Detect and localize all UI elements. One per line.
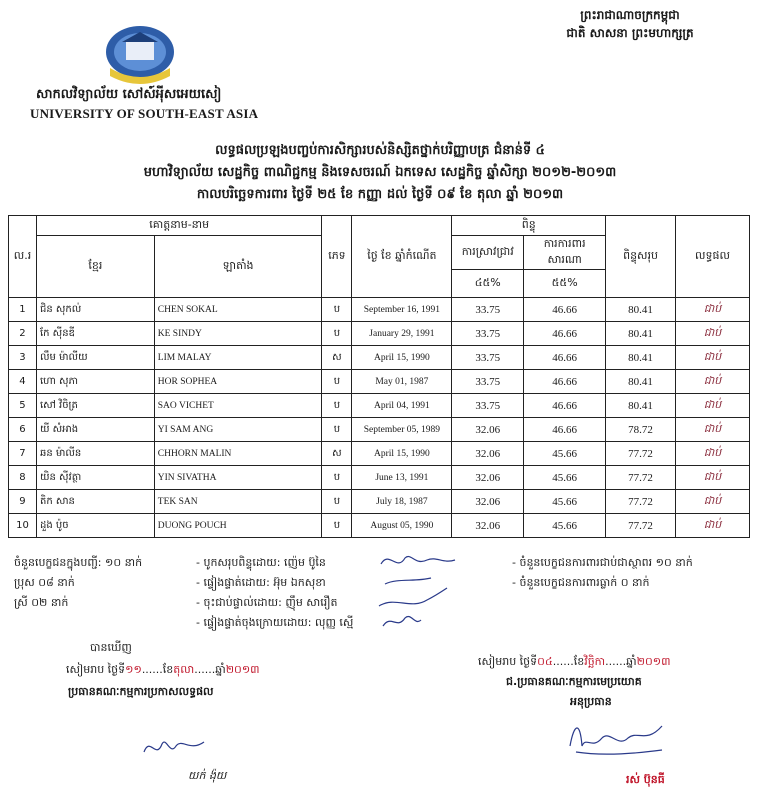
verified-row: - ផ្ទៀងផ្ទាត់ដោយ: អ៊ុម ឯកសុខា: [196, 576, 326, 589]
total-score: 77.72: [606, 490, 676, 514]
total-score: 80.41: [606, 394, 676, 418]
date-of-birth: July 18, 1987: [352, 490, 452, 514]
sex: ស: [322, 346, 352, 370]
header-defense: ការការពារសារណា: [524, 236, 606, 270]
khmer-name: យិន ស៊ីវត្ថា: [36, 466, 154, 490]
table-row: [9, 370, 750, 394]
right-year-label: ឆ្នាំ: [626, 655, 637, 668]
result: ជាប់: [676, 394, 750, 418]
right-date-day: ០៤: [537, 655, 553, 668]
table-row: [9, 298, 750, 322]
faculty-line: មហាវិទ្យាល័យ សេដ្ឋកិច្ច ពាណិជ្ជកម្ម និងទេសចរណ៍ ឯកទេស សេដ្ឋកិច្ច ឆ្នាំសិក្សា ២០១២-២០១៣: [143, 165, 617, 180]
approval-left-date: សៀមរាប ថ្ងៃទី១១......ខែតុលា......ឆ្នាំ២០១៣: [66, 663, 260, 676]
sex: ប: [322, 418, 352, 442]
date-of-birth: May 01, 1987: [352, 370, 452, 394]
total-score: 77.72: [606, 514, 676, 538]
total-score: 80.41: [606, 370, 676, 394]
left-date-prefix: សៀមរាប ថ្ងៃទី: [66, 663, 126, 676]
left-month-label: ខែ: [162, 663, 174, 676]
research-score: 33.75: [452, 346, 524, 370]
table-row: [9, 466, 750, 490]
date-of-birth: September 16, 1991: [352, 298, 452, 322]
female-count: ស្រី ០២ នាក់: [14, 596, 69, 609]
date-of-birth: April 15, 1990: [352, 346, 452, 370]
approval-right-date: សៀមរាប ថ្ងៃទី០៤......ខែវិច្ឆិកា......ឆ្នាំ២០១៣: [478, 655, 671, 668]
research-score: 33.75: [452, 298, 524, 322]
research-score: 33.75: [452, 370, 524, 394]
defense-score: 46.66: [524, 298, 606, 322]
latin-name: YI SAM ANG: [154, 418, 322, 442]
right-date-prefix: សៀមរាប ថ្ងៃទី: [478, 655, 538, 668]
verified-name: អ៊ុម ឯកសុខា: [273, 576, 326, 589]
latin-name: KE SINDY: [154, 322, 322, 346]
row-number: 5: [9, 394, 37, 418]
results-table: [8, 215, 750, 538]
score-entered-label: បូកសរុបពិន្ទុដោយ:: [203, 556, 281, 569]
summary-left: [14, 553, 142, 613]
defense-score: 45.66: [524, 490, 606, 514]
right-date-month: វិច្ឆិកា: [584, 655, 606, 668]
latin-name: LIM MALAY: [154, 346, 322, 370]
defense-period-line: កាលបរិច្ឆេទការពារ ថ្ងៃទី ២៥ ខែ កញ្ញា ដល់ ថ្ងៃទី ០៩ ខែ តុលា ឆ្នាំ ២០១៣: [196, 187, 564, 202]
approval-seen: បានឃើញ: [90, 641, 132, 654]
row-number: 4: [9, 370, 37, 394]
khmer-name: សៅ វិចិត្រ: [36, 394, 154, 418]
document-title: លទ្ធផលប្រឡងបញ្ចប់ការសិក្សារបស់និស្សិតថ្នាក់បរិញ្ញាបត្រ ជំនាន់ទី ៤: [215, 143, 545, 158]
row-number: 3: [9, 346, 37, 370]
typed-label: ចុះជាប់ផ្ទាល់ដោយ:: [203, 596, 282, 609]
defense-score: 46.66: [524, 370, 606, 394]
date-of-birth: April 15, 1990: [352, 442, 452, 466]
left-signature: [140, 730, 210, 764]
table-row: [9, 442, 750, 466]
final-check-row: - ផ្ទៀងផ្ទាត់ចុងក្រោយដោយ: លុញ្ញ ស្មើ: [196, 616, 354, 629]
row-number: 9: [9, 490, 37, 514]
row-number: 7: [9, 442, 37, 466]
row-number: 8: [9, 466, 37, 490]
results-body: [9, 298, 750, 538]
row-number: 6: [9, 418, 37, 442]
header-result: លទ្ធផល: [676, 216, 750, 298]
defense-score: 46.66: [524, 394, 606, 418]
row-number: 1: [9, 298, 37, 322]
total-score: 80.41: [606, 298, 676, 322]
header-no: ល.រ: [9, 216, 37, 298]
date-of-birth: August 05, 1990: [352, 514, 452, 538]
kingdom-heading: [540, 6, 720, 42]
header-score-group: ពិន្ទុ: [452, 216, 606, 236]
sex: ប: [322, 490, 352, 514]
header-total: ពិន្ទុសរុប: [606, 216, 676, 298]
latin-name: SAO VICHET: [154, 394, 322, 418]
result: ជាប់: [676, 370, 750, 394]
latin-name: TEK SAN: [154, 490, 322, 514]
passed-count-text: ចំនួនបេក្ខជនការពារជាប់ជាស្ថាពរ ១០ នាក់: [519, 556, 693, 569]
defense-score: 45.66: [524, 442, 606, 466]
research-score: 32.06: [452, 442, 524, 466]
latin-name: HOR SOPHEA: [154, 370, 322, 394]
latin-name: DUONG POUCH: [154, 514, 322, 538]
date-of-birth: September 05, 1989: [352, 418, 452, 442]
date-of-birth: January 29, 1991: [352, 322, 452, 346]
summary-right: [512, 553, 752, 593]
row-number: 10: [9, 514, 37, 538]
total-score: 80.41: [606, 346, 676, 370]
research-score: 32.06: [452, 418, 524, 442]
research-score: 32.06: [452, 490, 524, 514]
right-date-year: ២០១៣: [636, 655, 671, 668]
typed-name: ញ៉ឹម សារឿត: [285, 596, 338, 609]
research-score: 32.06: [452, 466, 524, 490]
table-row: [9, 490, 750, 514]
khmer-name: តិក សាន: [36, 490, 154, 514]
khmer-name: ជិន សុកល់: [36, 298, 154, 322]
total-score: 78.72: [606, 418, 676, 442]
header-latin-name: ឡាតាំង: [154, 236, 322, 298]
approval-right-position: ជ.ប្រធានគណៈកម្មការមេប្រយោគ: [506, 675, 642, 688]
khmer-name: ហោ សុភា: [36, 370, 154, 394]
verified-label: ផ្ទៀងផ្ទាត់ដោយ:: [203, 576, 270, 589]
right-signature: [562, 716, 672, 762]
result: ជាប់: [676, 490, 750, 514]
sex: ប: [322, 298, 352, 322]
score-entered-row: - បូកសរុបពិន្ទុដោយ: ញ៉េម ប៊ូនៃ: [196, 556, 326, 569]
header-name-group: គោត្តនាម-នាម: [36, 216, 321, 236]
result: ជាប់: [676, 346, 750, 370]
defense-score: 46.66: [524, 418, 606, 442]
latin-name: CHHORN MALIN: [154, 442, 322, 466]
table-row: [9, 418, 750, 442]
left-date-day: ១១: [125, 663, 142, 676]
sex: ស: [322, 442, 352, 466]
defense-score: 46.66: [524, 346, 606, 370]
approval-right-subposition: អនុប្រធាន: [570, 695, 612, 708]
header-research-pct: ៤៥%: [452, 270, 524, 298]
khmer-name: ដួង ប៉ូច: [36, 514, 154, 538]
header-defense-pct: ៥៥%: [524, 270, 606, 298]
approval-left-name: យក់ ង៉ុយ: [188, 769, 227, 782]
header-research: ការស្រាវជ្រាវ: [452, 236, 524, 270]
result: ជាប់: [676, 442, 750, 466]
total-registered: ចំនួនបេក្ខជនក្នុងបញ្ជី: ១០ នាក់: [14, 556, 143, 569]
result: ជាប់: [676, 514, 750, 538]
final-check-name: លុញ្ញ ស្មើ: [314, 616, 354, 629]
total-score: 77.72: [606, 466, 676, 490]
khmer-name: ឆន ម៉ាលីន: [36, 442, 154, 466]
research-score: 33.75: [452, 322, 524, 346]
table-row: [9, 346, 750, 370]
khmer-name: លឹម ម៉ាលីយ: [36, 346, 154, 370]
date-of-birth: June 13, 1991: [352, 466, 452, 490]
table-row: [9, 322, 750, 346]
table-row: [9, 394, 750, 418]
defense-score: 45.66: [524, 466, 606, 490]
sex: ប: [322, 370, 352, 394]
university-name-english: UNIVERSITY OF SOUTH-EAST ASIA: [30, 106, 259, 121]
checker-signatures: [375, 548, 465, 636]
score-entered-name: ញ៉េម ប៊ូនៃ: [284, 556, 326, 569]
header-dob: ថ្ងៃ ខែ ឆ្នាំកំណើត: [352, 216, 452, 298]
sex: ប: [322, 394, 352, 418]
defense-score: 45.66: [524, 514, 606, 538]
research-score: 32.06: [452, 514, 524, 538]
approval-right-name: រស់ ប៊ុនធី: [626, 773, 665, 786]
final-check-label: ផ្ទៀងផ្ទាត់ចុងក្រោយដោយ:: [203, 616, 312, 629]
failed-count: - ចំនួនបេក្ខជនការពារធ្លាក់ ០ នាក់: [512, 576, 650, 589]
sex: ប: [322, 466, 352, 490]
research-score: 33.75: [452, 394, 524, 418]
result: ជាប់: [676, 418, 750, 442]
total-score: 80.41: [606, 322, 676, 346]
latin-name: CHEN SOKAL: [154, 298, 322, 322]
left-date-month: តុលា: [173, 663, 195, 676]
khmer-name: កែ ស៊ីនឌី: [36, 322, 154, 346]
right-month-label: ខែ: [573, 655, 585, 668]
header-sex: ភេទ: [322, 216, 352, 298]
university-name-khmer: សាកលវិទ្យាល័យ សៅស៍អុីសអេយសៀ: [36, 87, 222, 102]
result: ជាប់: [676, 298, 750, 322]
result: ជាប់: [676, 322, 750, 346]
passed-count: - ចំនួនបេក្ខជនការពារជាប់ជាស្ថាពរ ១០ នាក់: [512, 556, 693, 569]
national-motto: ជាតិ សាសនា ព្រះមហាក្សត្រ: [566, 26, 694, 40]
left-year-label: ឆ្នាំ: [215, 663, 226, 676]
date-of-birth: April 04, 1991: [352, 394, 452, 418]
university-seal-icon: [98, 22, 182, 86]
male-count: ប្រុស ០៨ នាក់: [14, 576, 75, 589]
typed-row: - ចុះជាប់ផ្ទាល់ដោយ: ញ៉ឹម សារឿត: [196, 596, 338, 609]
latin-name: YIN SIVATHA: [154, 466, 322, 490]
table-row: [9, 514, 750, 538]
failed-count-text: ចំនួនបេក្ខជនការពារធ្លាក់ ០ នាក់: [519, 576, 650, 589]
row-number: 2: [9, 322, 37, 346]
sex: ប: [322, 322, 352, 346]
header-khmer-name: ខ្មែរ: [36, 236, 154, 298]
approval-left-position: ប្រធានគណៈកម្មការប្រកាសលទ្ធផល: [68, 685, 214, 698]
khmer-name: យី សំអាង: [36, 418, 154, 442]
kingdom-title: ព្រះរាជាណាចក្រកម្ពុជា: [580, 8, 680, 22]
sex: ប: [322, 514, 352, 538]
left-date-year: ២០១៣: [225, 663, 260, 676]
total-score: 77.72: [606, 442, 676, 466]
result: ជាប់: [676, 466, 750, 490]
defense-score: 46.66: [524, 322, 606, 346]
